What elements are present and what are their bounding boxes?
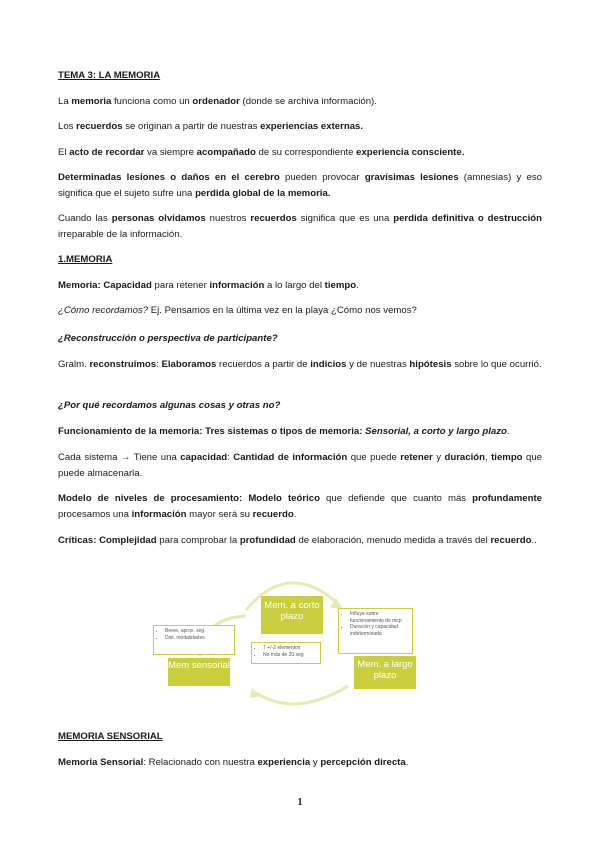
arc-bottom (256, 686, 348, 704)
paragraph-memoria-sensorial: Memoria Sensorial: Relacionado con nuestra experiencia y percepción directa. (58, 757, 409, 768)
paragraph-acto-recordar: El acto de recordar va siempre acompañado de su correspondiente experiencia consciente. (58, 147, 465, 158)
paragraph-criticas: Críticas: Complejidad para comprobar la profundidad de elaboración, menudo medida a través del recuerdo.. (58, 535, 537, 546)
paragraph-como-recordamos: ¿Cómo recordamos? Ej. Pensamos en la última vez en la playa ¿Cómo nos vemos? (58, 305, 417, 316)
doc-title: TEMA 3: LA MEMORIA (58, 70, 161, 81)
paragraph-memoria-ordenador: La memoria funciona como un ordenador (donde se archiva información). (58, 96, 377, 107)
paragraph-funcionamiento: Funcionamiento de la memoria: Tres sistemas o tipos de memoria: Sensorial, a corto y largo plazo. (58, 426, 510, 437)
largo-note: • Duración y capacidad indeterminada (350, 624, 409, 637)
question-por-que-recordamos: ¿Por qué recordamos algunas cosas y otras no? (58, 400, 281, 411)
memory-cycle-diagram (148, 568, 428, 708)
largo-note: • Influye sobre funcionamiento de mcp (350, 611, 409, 624)
corto-notes (251, 642, 321, 664)
sensorial-note: • Breve, aprox. seg. (165, 628, 231, 635)
sensorial-note: • Dist. modalidades (165, 635, 231, 642)
paragraph-definicion-memoria: Memoria: Capacidad para retener información a lo largo del tiempo. (58, 280, 359, 291)
paragraph-recuerdos: Los recuerdos se originan a partir de nuestras experiencias externas. (58, 121, 364, 132)
paragraph-capacidad: Cada sistema → Tiene una capacidad: Cantidad de información que puede retener y duración, tiempo que puede almacenarla. (58, 452, 542, 479)
box-mem-sensorial: Mem sensorial (168, 658, 230, 686)
largo-notes (338, 608, 413, 654)
paragraph-niveles-procesamiento: Modelo de niveles de procesamiento: Modelo teórico que defiende que cuanto más profundamente procesamos una información mayor será su recuerdo. (58, 493, 542, 520)
corto-note: • No más de 20 seg (263, 652, 317, 659)
box-mem-corto-plazo: Mem. a corto plazo (261, 596, 323, 634)
paragraph-reconstruimos: Gralm. reconstruimos: Elaboramos recuerdos a partir de indicios y de nuestras hipótesis sobre lo que ocurrió. (58, 359, 542, 370)
section-heading-memoria-sensorial: MEMORIA SENSORIAL (58, 731, 163, 742)
sensorial-notes (153, 625, 235, 655)
paragraph-olvidamos: Cuando las personas olvidamos nuestros recuerdos significa que es una perdida definitiva o destrucción irreparable de la información. (58, 213, 542, 240)
page-number: 1 (297, 797, 303, 808)
question-reconstruccion: ¿Reconstrucción o perspectiva de participante? (58, 333, 278, 344)
paragraph-lesiones: Determinadas lesiones o daños en el cerebro pueden provocar gravísimas lesiones (amnesias) y eso significa que el sujeto sufre una perdida global de la memoria. (58, 172, 542, 199)
section-heading-memoria: 1.MEMORIA (58, 254, 113, 265)
corto-note: • 7 +/-2 elementos (263, 645, 317, 652)
box-mem-largo-plazo: Mem. a largo plazo (354, 656, 416, 689)
